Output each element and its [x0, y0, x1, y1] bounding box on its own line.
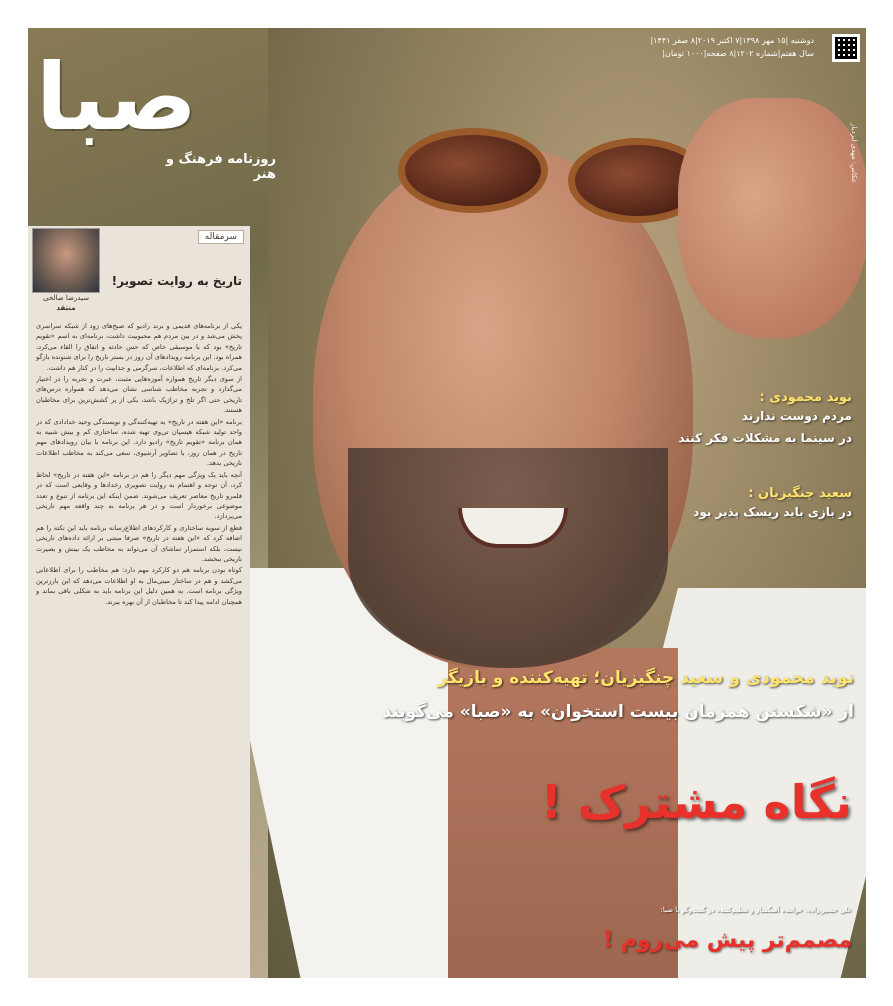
masthead — [36, 44, 276, 182]
qr-code-icon — [832, 34, 860, 62]
bottom-story-kicker: علی حسین‌زاده، خواننده آهنگساز و تنظیم‌کننده در گفت‌وگو با صبا: — [660, 906, 852, 914]
issue-date: دوشنبه |۱۵ مهر ۱۳۹۸|۷ اکتبر ۲۰۱۹|۸ صفر ۱۴۴۱| — [650, 36, 814, 45]
issue-number: سال هفتم|شماره ۱۲۰۲|۸ صفحه|۱۰۰۰ تومان| — [662, 49, 814, 58]
cover-photo-beard — [348, 448, 668, 668]
cover-photo-hand — [678, 98, 866, 338]
photo-credit: عکاس: مهدی ایزدیار — [850, 123, 858, 183]
editorial-body — [36, 321, 242, 971]
editorial-paragraph: آنچه باید یک ویژگی مهم دیگر را هم در برنامه «این هفته در تاریخ» لحاظ کرد، آن توجه و اهتمام به روایت تصویری رخدادها و وقایعی است که در قلمرو تاریخ معاصر تعریف می‌شوند. ضمن اینکه این برنامه از تنوع و تعدد موضوعی برخوردار است و در هر برنامه به چند واقعه مهم تاریخی می‌پردازد. — [36, 470, 242, 521]
quote-speaker: نوید محمودی : — [759, 390, 852, 405]
editorial-paragraph: یکی از برنامه‌های قدیمی و برند رادیو که صبح‌های زود از شبکه سراسری پخش می‌شد و در بین مردم هم محبوبیت داشت، برنامه‌ای به اسم «تقویم تاریخ» بود که با موسیقی خاص که حس حادثه و اتفاق را القاء می‌کرد، همراه بود. این برنامه رویدادهای آن روز در بستر تاریخ را برای شنونده بازگو می‌کرد. برنامه‌ای که اطلاعات، سرگرمی و جذابیت را در کنار هم داشت. — [36, 322, 242, 372]
author-role: منتقد — [56, 304, 76, 312]
editorial-paragraph: از سوی دیگر تاریخ همواره آموزه‌هایی مثبت، عبرت و تجربه را در اختیار می‌گذارد و تجربه مخاطب شناسی نشان می‌دهد که همواره درس‌های تاریخی حتی اگر تلخ و تراژیک باشد، یکی از پر کشش‌ترین برای مخاطبان هستند. — [36, 375, 242, 415]
newspaper-logo: صبا — [36, 44, 197, 151]
bottom-story-headline: مصمم‌تر پیش می‌روم ! — [603, 928, 852, 953]
newspaper-tagline: روزنامه فرهنگ و هنر — [165, 152, 276, 182]
author-name: سیدرضا صالحی — [43, 294, 89, 302]
quote-navid-mahmoudi — [612, 390, 852, 449]
quote-saeed-changizian — [612, 486, 852, 523]
quote-speaker: سعید چنگیزیان : — [748, 486, 852, 501]
newspaper-cover — [28, 28, 866, 978]
editorial-paragraph: کوتاه بودن برنامه هم دو کارکرد مهم دارد: هم مخاطب را برای اطلاعاتی می‌کشد و هم در ساختار مینی‌مال به او اطلاعات می‌دهد که این بارزترین ویژگی برنامه است. به همین دلیل این برنامه باید به شکلی باقی بماند و همچنان ادامه پیدا کند تا مخاطبان از آن بهره ببرند. — [36, 566, 242, 606]
quote-line: در بازی باید ریسک پذیر بود — [693, 505, 852, 519]
headline-kicker: نوید محمودی و سعید چنگیزیان؛ تهیه‌کننده و بازیگر — [437, 668, 854, 688]
issue-info — [594, 34, 814, 60]
editorial-title: تاریخ به روایت تصویر! — [111, 274, 242, 288]
editorial-paragraph: قطع از سویه ساختاری و کارکردهای اطلاع‌رسانه برنامه باید این نکته را هم اضافه کرد که «این هفته در تاریخ» صرفا مبتنی بر ارائه داده‌های تاریخی نیست، بلکه استمرار تماشای آن می‌تواند به مخاطب یک بینش و بصیرت تاریخی ببخشد. — [36, 523, 242, 563]
author-avatar — [32, 228, 100, 293]
quote-line: در سینما به مشکلات فکر کنند — [678, 431, 852, 445]
editorial-label: سرمقاله — [198, 230, 244, 244]
cover-photo-sunglasses-left — [398, 128, 548, 213]
main-headline: نگاه مشترک ! — [540, 775, 852, 829]
headline-subhead: از «شکستن همزمان بیست استخوان» به «صبا» می‌گویند — [382, 702, 854, 722]
editorial-column — [28, 226, 250, 978]
quote-line: مردم دوست ندارند — [741, 409, 852, 423]
editorial-paragraph: برنامه «این هفته در تاریخ» به تهیه‌کنندگی و نویسندگی وحید خدادادی که در واحد تولید شبکه هیسپان تی‌وی تهیه شده، ساختاری کم و بیش شبیه به همان برنامه «تقویم تاریخ» رادیو دارد. این برنامه با بیان رویدادهای مهم تاریخ در همان روز، با تصاویر آرشیوی، سعی می‌کند به مخاطب اطلاعات تاریخی بدهد. — [36, 417, 242, 468]
